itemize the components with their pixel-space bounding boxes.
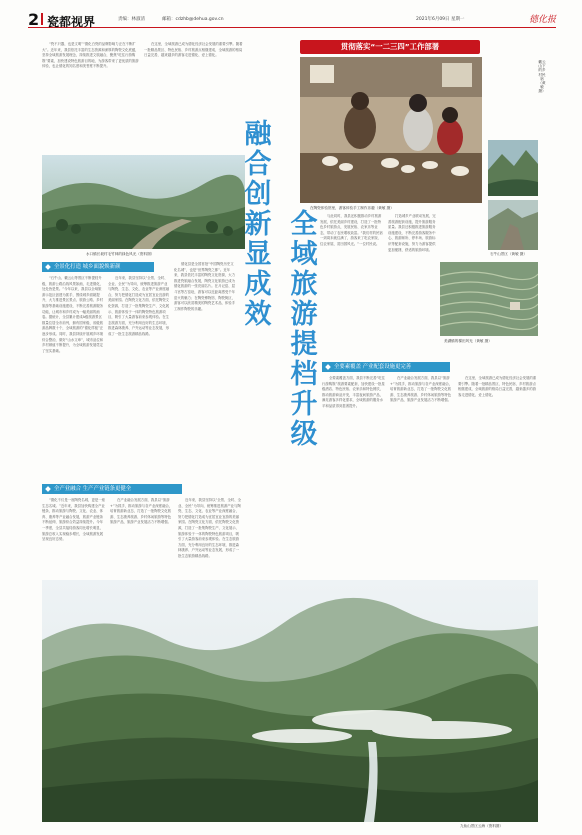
caption-stonebull: 石牛山景区（黄敏 摄） [490, 252, 528, 256]
article-paragraph-6: 全要素覆盖方面，我县不断完善“吃住行游购娱”旅游要素配套，加快建设一批星级酒店、特色民宿、农家乐和特色餐饮，推动旅游商品开发，丰富夜间旅游产品，满足游客多样化需求，全域旅游的服务水平和品质得到显著提升。 [322, 376, 386, 408]
issue-date: 2021年6月09日 星期一 [416, 17, 465, 22]
intro-paragraph-right: 在这里，全域旅游已成为德化经济社会发展的重要引擎。随着一批精品景区、特色民宿、乡村旅游点相继建成，全域旅游的格局日益完善，越来越多的游客走进德化、爱上德化。 [144, 42, 243, 58]
article-paragraph-3: 德化县是全国首批“中国陶瓷历史文化名城”，也是“世界陶瓷之都”。近年来，我县依托丰富的陶瓷文化资源，大力推进瓷旅融合发展，陶瓷文化旅游已成为德化旅游的一张亮丽名片。在月记窑、屈斗宫等古窑址，游客可以近距离感受千年窑火的魅力；在陶瓷博物馆、陶瓷街区，游客可以欣赏精美的陶瓷艺术品，体验手工制作陶瓷的乐趣。 [174, 262, 236, 311]
article-column-9 [42, 498, 106, 590]
caption-homestay: 戴云山下的乡村民宿（黄敏 摄） [538, 60, 546, 94]
cloud-sea-photo [42, 580, 538, 822]
article-column-2 [108, 276, 170, 486]
caption-terrace: 美湖镇的梯田风光（黄敏 摄） [444, 339, 492, 343]
page-number: 2 [28, 10, 40, 29]
ceramic-workshop-photo [300, 57, 482, 203]
intro-text-right [144, 42, 244, 150]
article-column-8 [458, 376, 538, 516]
article-paragraph-10: 在产业融合发展方面，我县以“旅游+”为抓手，推动旅游与各产业深度融合，培育旅游新业态，打造了一批陶瓷文化旅游、生态康养旅游、乡村休闲旅游等特色旅游产品，旅游产业发展活力不断增强。 [110, 498, 173, 525]
stone-bull-photo [488, 200, 538, 250]
header-divider [41, 13, 43, 25]
mountain-photo-small [488, 140, 538, 196]
article-paragraph-2: 近年来，我县坚持以“全景、全时、全业、全民”为导向，统筹推进旅游产业与陶瓷、生态、文化、农业等产业深度融合，努力把德化打造成为宜居宜业宜游的美丽家园。在陶瓷文化方面，依托陶瓷文化资源，打造了一批集陶瓷生产、文化展示、旅游体验于一体的陶瓷特色旅游项目，吸引了大量游客前来参观体验。在生态旅游方面，充分利用良好的生态环境，推进森林康养、户外运动等业态发展，形成了一批生态旅游精品线路。 [108, 276, 170, 336]
editor-credit: 责编：林淑清 [118, 17, 145, 22]
article-paragraph-1: “石牛山、戴云山等景区不断提档升级，旅游公路沿线风景如画，走进德化，处处皆是景。”今年以来，我县以全域旅游示范区创建为抓手，围绕城乡面貌提升，大力推进景区景点、旅游公路、乡村旅游等基础设施建设，不断完善旅游服务功能，让城市和乡村成为一幅美丽的画卷。据统计，全县累计建成A级旅游景区数量位居全市前列，拥有国家级、省级旅游品牌数十个，全域旅游的“德化样板”正逐步形成。同时，我县持续开展城乡环境综合整治，做好“山水文章”，城市品位和乡村颜值不断提升，为全域旅游发展奠定了坚实基础。 [42, 276, 104, 353]
section-heading-2: 全产业融合 生产产业链条更健全 [42, 484, 182, 494]
article-column-6 [322, 376, 386, 516]
terrace-photo [440, 262, 538, 336]
section-title: 瓷都视界 [47, 15, 96, 29]
caption-cloud-sea: 九仙山景区云海（资料图） [460, 824, 504, 828]
feature-tag: 贯彻落实“一二三四”工作部署 [300, 40, 480, 54]
article-paragraph-7: 在产业融合发展方面，我县以“旅游+”为抓手，推动旅游与各产业深度融合，培育旅游新业态，打造了一批陶瓷文化旅游、生态康养旅游、乡村休闲旅游等特色旅游产品，旅游产业发展活力不断增强。 [390, 376, 453, 403]
editor-email: 邮箱：cdzhb@dehua.gov.cn [162, 17, 224, 22]
section-heading-3: 全要素覆盖 产业配套设施更完善 [322, 362, 450, 372]
caption-workshop: 在陶瓷体验馆里，游客体验手工制作乐趣（黄敏 摄） [310, 206, 394, 210]
page-header [28, 12, 556, 28]
article-paragraph-11: 近年来，我县坚持以“全景、全时、全业、全民”为导向，统筹推进旅游产业与陶瓷、生态、文化、农业等产业深度融合，努力把德化打造成为宜居宜业宜游的美丽家园。在陶瓷文化方面，依托陶瓷文化资源，打造了一批集陶瓷生产、文化展示、旅游体验于一体的陶瓷特色旅游项目，吸引了大量游客前来参观体验。在生态旅游方面，充分利用良好的生态环境，推进森林康养、户外运动等业态发展，形成了一批生态旅游精品线路。 [178, 498, 242, 558]
article-paragraph-4: 与此同时，我县还积极推动乡村旅游发展，依托美丽乡村建设，打造了一批特色乡村旅游点，发展民宿、农家乐等业态，带动了农民增收致富。“我们村的民宿一到周末就住满了，游客来了吃农家饭、住农家屋、赏田园风光。”一位村民说。 [320, 214, 383, 246]
caption-bamboo: 水口镇长坂村毛竹林的绿色风光（资料图） [86, 252, 155, 256]
article-paragraph-5: 打造城乡产业联动发展，完善旅游配套设施，提升旅游服务质量。我县还积极推进旅游服务设施建设，不断完善游客服务中心、旅游厕所、停车场、旅游标识等配套设施，努力为游客提供更加便捷、舒适的旅游环境。 [388, 214, 436, 252]
bamboo-forest-photo [42, 155, 245, 249]
intro-paragraph-left: “瓷不只器，也是文明”“德化白瓷的品牌影响力正在不断扩大”。近年来，我县依托丰富的生态资源和深厚的陶瓷文化底蕴，坚持全域旅游发展理念，持续推进文旅融合，聚焦“吃住行游购娱”要素，加快建设特色旅游目的地，为游客带来了更优质的旅游体验，也让德化的知名度和美誉度不断提升。 [42, 42, 139, 69]
article-column-3 [174, 262, 236, 486]
article-column-11 [178, 498, 242, 590]
newspaper-logo: 德化报 [528, 15, 556, 25]
headline-sub: 全域旅游提档升级 [290, 209, 318, 450]
article-column-1 [42, 276, 104, 486]
article-column-7 [390, 376, 454, 516]
article-column-10 [110, 498, 174, 590]
article-paragraph-8: 在这里，全域旅游已成为德化经济社会发展的重要引擎。随着一批精品景区、特色民宿、乡村旅游点相继建成，全域旅游的格局日益完善，越来越多的游客走进德化、爱上德化。 [458, 376, 537, 397]
article-paragraph-9: “德化不仅是一座陶瓷名城，更是一座生态名城。”近年来，我县加快构建全产业链条，推动旅游与陶瓷、文化、农业、体育、康养等产业融合发展，旅游产业链条不断延伸，旅游综合效益持续提升。今年一季度，全县共接待游客同比增长明显，旅游总收入实现稳步增长，全域旅游发展呈现良好态势。 [42, 498, 106, 542]
intro-text-left [42, 42, 140, 150]
section-heading-1: 全景化打造 城乡面貌焕新颜 [42, 262, 154, 272]
headline-main: 融合创新显成效 [244, 119, 272, 330]
